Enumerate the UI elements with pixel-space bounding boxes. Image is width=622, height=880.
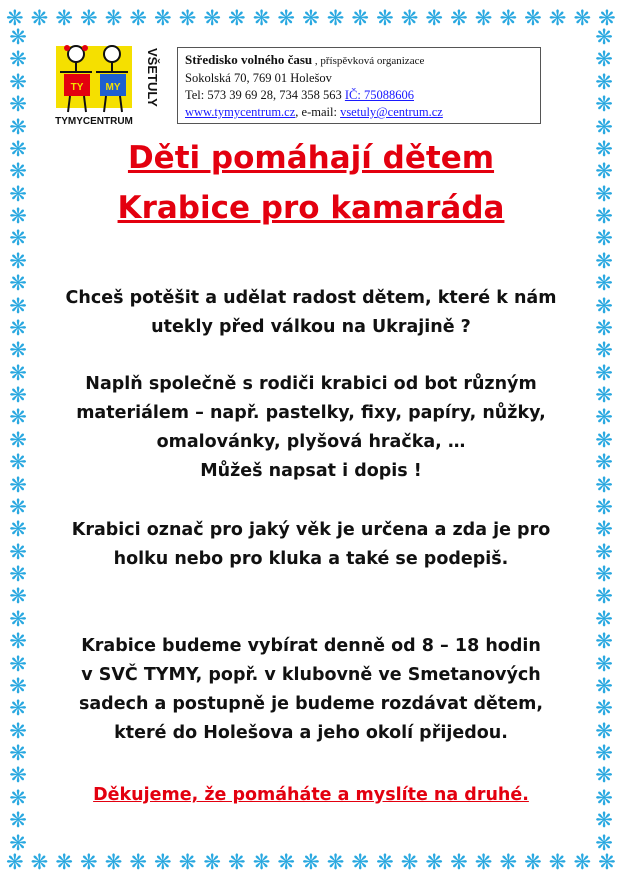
border-flake-icon: ❋ [595, 92, 613, 117]
border-flake-icon: ❋ [595, 584, 613, 609]
border-flake-icon: ❋ [178, 6, 197, 30]
border-flake-icon: ❋ [9, 92, 27, 117]
border-flake-icon: ❋ [595, 338, 613, 363]
logo-box-ty-label: TY [70, 82, 84, 93]
border-flake-icon: ❋ [178, 850, 197, 874]
border-top [0, 6, 622, 30]
border-flake-icon: ❋ [474, 6, 493, 30]
tel-line [185, 87, 533, 104]
paragraph-1 [36, 284, 586, 342]
title-line-1: Děti pomáhají dětem [127, 140, 495, 176]
border-flake-icon: ❋ [9, 696, 27, 721]
logo-child-left-bow2 [82, 45, 88, 51]
border-flake-icon: ❋ [595, 785, 613, 810]
border-flake-icon: ❋ [9, 383, 27, 407]
border-flake-icon: ❋ [598, 6, 616, 30]
border-flake-icon: ❋ [6, 6, 24, 30]
paragraph-line: Chceš potěšit a udělat radost dětem, které k nám [65, 288, 557, 308]
border-flake-icon: ❋ [55, 6, 73, 30]
paragraph-3 [36, 516, 586, 574]
border-flake-icon: ❋ [9, 427, 27, 452]
border-flake-icon: ❋ [595, 830, 613, 855]
border-flake-icon: ❋ [9, 226, 27, 251]
logo-box-my-label: MY [105, 82, 121, 93]
org-name: Středisko volného času [185, 52, 313, 67]
border-flake-icon: ❋ [9, 136, 27, 161]
border-flake-icon: ❋ [9, 539, 27, 564]
border-flake-icon: ❋ [9, 584, 27, 609]
border-flake-icon: ❋ [9, 248, 27, 273]
border-flake-icon: ❋ [9, 763, 27, 788]
border-flake-icon: ❋ [595, 718, 613, 743]
border-flake-icon: ❋ [524, 6, 542, 30]
paragraph-line: Krabici označ pro jaký věk je určena a zda je pro [71, 520, 551, 540]
border-flake-icon: ❋ [9, 517, 27, 542]
border-flake-icon: ❋ [595, 808, 613, 833]
border-flake-icon: ❋ [450, 6, 468, 30]
border-flake-icon: ❋ [598, 850, 616, 874]
border-flake-icon: ❋ [595, 383, 613, 407]
paragraph-line: Můžeš napsat i dopis ! [200, 461, 422, 481]
border-flake-icon: ❋ [30, 6, 49, 30]
border-flake-icon: ❋ [595, 360, 613, 385]
border-flake-icon: ❋ [595, 69, 613, 94]
border-flake-icon: ❋ [277, 850, 295, 874]
border-flake-icon: ❋ [9, 315, 27, 340]
paragraph-line: utekly před válkou na Ukrajině ? [151, 317, 471, 337]
logo-bottom-text: TYMYCENTRUM [55, 116, 133, 127]
paragraph-line: v SVČ TYMY, popř. v klubovně ve Smetanových [81, 665, 541, 685]
border-flake-icon: ❋ [30, 850, 49, 874]
border-flake-icon: ❋ [9, 494, 27, 519]
border-flake-icon: ❋ [425, 6, 444, 30]
border-flake-icon: ❋ [595, 763, 613, 788]
border-flake-icon: ❋ [400, 850, 419, 874]
border-flake-icon: ❋ [425, 850, 444, 874]
border-flake-icon: ❋ [450, 850, 468, 874]
border-flake-icon: ❋ [524, 850, 542, 874]
border-flake-icon: ❋ [573, 6, 592, 30]
logo-child-left-bow [64, 45, 70, 51]
border-flake-icon: ❋ [595, 293, 613, 318]
border-flake-icon: ❋ [104, 850, 123, 874]
border-flake-icon: ❋ [9, 472, 27, 497]
border-flake-icon: ❋ [9, 204, 27, 228]
border-flake-icon: ❋ [595, 472, 613, 497]
border-flake-icon: ❋ [595, 450, 613, 475]
border-flake-icon: ❋ [9, 629, 27, 654]
border-flake-icon: ❋ [548, 6, 567, 30]
border-flake-icon: ❋ [9, 808, 27, 833]
border-flake-icon: ❋ [9, 651, 27, 676]
paragraph-line: omalovánky, plyšová hračka, … [156, 432, 466, 452]
border-flake-icon: ❋ [400, 6, 419, 30]
logo-child-left-head [68, 46, 84, 62]
border-flake-icon: ❋ [80, 850, 98, 874]
paragraph-line: holku nebo pro kluka a také se podepiš. [113, 549, 509, 569]
border-flake-icon: ❋ [595, 629, 613, 654]
border-flake-icon: ❋ [9, 718, 27, 743]
border-flake-icon: ❋ [595, 226, 613, 251]
border-flake-icon: ❋ [203, 6, 221, 30]
border-flake-icon: ❋ [548, 850, 567, 874]
border-flake-icon: ❋ [228, 6, 246, 30]
border-flake-icon: ❋ [326, 6, 345, 30]
border-flake-icon: ❋ [595, 651, 613, 676]
border-flake-icon: ❋ [499, 850, 518, 874]
paragraph-line: které do Holešova a jeho okolí přijedou. [114, 723, 508, 743]
border-flake-icon: ❋ [595, 248, 613, 273]
paragraph-line: Krabice budeme vybírat denně od 8 – 18 hodin [81, 636, 541, 656]
border-flake-icon: ❋ [595, 696, 613, 721]
email-label: , e-mail: [295, 105, 341, 119]
logo-graphic [50, 40, 170, 128]
border-flake-icon: ❋ [474, 850, 493, 874]
border-flake-icon: ❋ [595, 271, 613, 296]
border-flake-icon: ❋ [9, 25, 27, 49]
border-flake-icon: ❋ [595, 204, 613, 228]
border-flake-icon: ❋ [595, 741, 613, 765]
paragraph-line: Naplň společně s rodiči krabici od bot různým [85, 374, 537, 394]
border-flake-icon: ❋ [9, 785, 27, 810]
border-flake-icon: ❋ [129, 850, 147, 874]
title-line-2: Krabice pro kamaráda [117, 190, 505, 226]
border-flake-icon: ❋ [9, 293, 27, 318]
tel-text: Tel: 573 39 69 28, 734 358 563 [185, 88, 345, 102]
web-email-line [185, 104, 533, 121]
border-flake-icon: ❋ [595, 315, 613, 340]
border-flake-icon: ❋ [80, 6, 98, 30]
border-flake-icon: ❋ [595, 405, 613, 430]
border-flake-icon: ❋ [6, 850, 24, 874]
border-bottom [0, 850, 622, 874]
ico-link[interactable]: IČ: 75088606 [344, 88, 414, 102]
border-flake-icon: ❋ [129, 6, 147, 30]
border-flake-icon: ❋ [252, 850, 271, 874]
border-flake-icon: ❋ [595, 159, 613, 184]
border-flake-icon: ❋ [9, 47, 27, 72]
border-flake-icon: ❋ [154, 6, 172, 30]
border-flake-icon: ❋ [9, 741, 27, 765]
border-flake-icon: ❋ [154, 850, 172, 874]
border-flake-icon: ❋ [55, 850, 73, 874]
border-flake-icon: ❋ [9, 271, 27, 296]
border-flake-icon: ❋ [595, 136, 613, 161]
org-line [185, 51, 533, 70]
tymycentrum-logo [50, 40, 170, 128]
border-flake-icon: ❋ [104, 6, 123, 30]
border-flake-icon: ❋ [9, 450, 27, 475]
border-flake-icon: ❋ [595, 181, 613, 206]
contact-box [177, 47, 541, 124]
border-flake-icon: ❋ [499, 6, 518, 30]
border-flake-icon: ❋ [595, 606, 613, 631]
border-flake-icon: ❋ [302, 850, 320, 874]
border-flake-icon: ❋ [252, 6, 271, 30]
border-flake-icon: ❋ [9, 181, 27, 206]
border-flake-icon: ❋ [351, 6, 370, 30]
address-line: Sokolská 70, 769 01 Holešov [185, 71, 332, 85]
paragraph-2 [36, 370, 586, 486]
web-link[interactable]: www.tymycentrum.cz [185, 105, 296, 119]
border-flake-icon: ❋ [228, 850, 246, 874]
border-flake-icon: ❋ [376, 850, 394, 874]
thanks-line: Děkujeme, že pomáháte a myslíte na druhé. [93, 785, 529, 805]
org-suffix: , příspěvková organizace [312, 55, 425, 67]
paragraph-line: materiálem – např. pastelky, fixy, papíry, nůžky, [76, 403, 546, 423]
border-flake-icon: ❋ [351, 850, 370, 874]
border-flake-icon: ❋ [302, 6, 320, 30]
border-flake-icon: ❋ [595, 539, 613, 564]
border-flake-icon: ❋ [9, 673, 27, 698]
border-flake-icon: ❋ [595, 25, 613, 49]
border-flake-icon: ❋ [9, 114, 27, 139]
border-flake-icon: ❋ [9, 830, 27, 855]
border-flake-icon: ❋ [326, 850, 345, 874]
border-flake-icon: ❋ [595, 47, 613, 72]
border-flake-icon: ❋ [595, 114, 613, 139]
border-flake-icon: ❋ [595, 517, 613, 542]
border-flake-icon: ❋ [595, 427, 613, 452]
border-flake-icon: ❋ [203, 850, 221, 874]
paragraph-line: sadech a postupně je budeme rozdávat dětem, [78, 694, 544, 714]
border-flake-icon: ❋ [9, 606, 27, 631]
logo-child-right-head [104, 46, 120, 62]
logo-side-text: VŠETULY [145, 48, 160, 107]
border-flake-icon: ❋ [9, 69, 27, 94]
border-flake-icon: ❋ [595, 673, 613, 698]
border-flake-icon: ❋ [277, 6, 295, 30]
border-flake-icon: ❋ [9, 338, 27, 363]
border-flake-icon: ❋ [9, 405, 27, 430]
border-flake-icon: ❋ [9, 360, 27, 385]
border-flake-icon: ❋ [573, 850, 592, 874]
border-flake-icon: ❋ [9, 562, 27, 586]
border-flake-icon: ❋ [376, 6, 394, 30]
border-flake-icon: ❋ [595, 562, 613, 586]
border-flake-icon: ❋ [9, 159, 27, 184]
paragraph-4 [36, 632, 586, 748]
email-link[interactable]: vsetuly@centrum.cz [340, 105, 443, 119]
border-flake-icon: ❋ [595, 494, 613, 519]
